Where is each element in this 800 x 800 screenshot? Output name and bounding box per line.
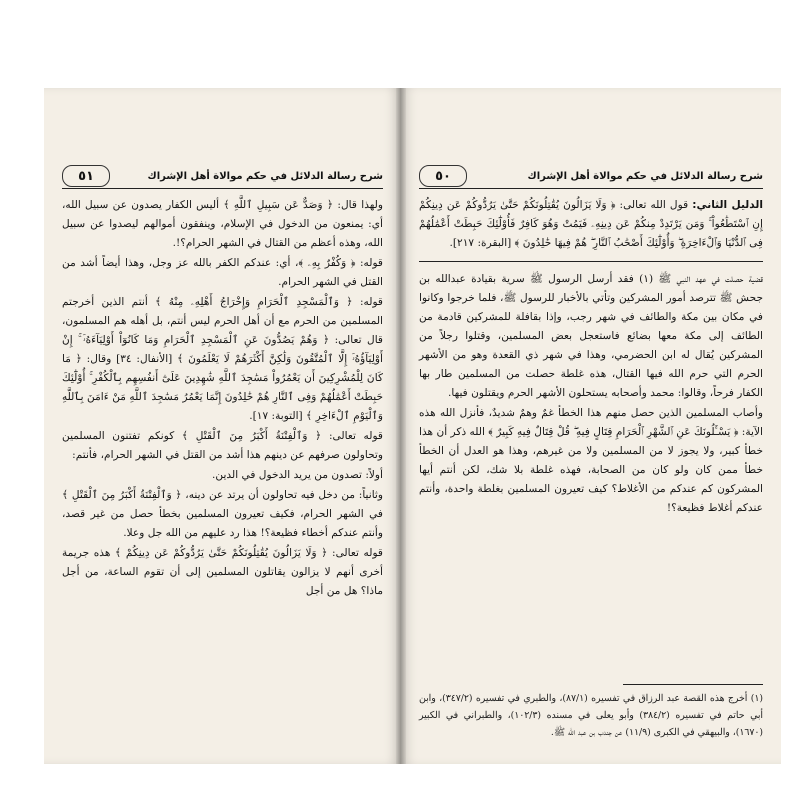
left-paragraph: قوله تعالى: ﴿ وَلَا يَزَالُونَ يُقَٰتِلُونَكُمْ حَتَّىٰ يَرُدُّوكُمْ عَن دِينِكُمْ ﴾ هذه جريمة أخرى أنهم لا يزالون يقاتلون المسلمين إلى أن تقوم الساعة، من أجل ماذا؟ هل من أجل: [62, 547, 383, 597]
left-paragraph: ولهذا قال: ﴿ وَصَدٌّ عَن سَبِيلِ ٱللَّهِ ﴾ أليس الكفار يصدون عن سبيل الله، أي: يمنعون من الدخول في الإسلام، وينفقون أموالهم ليصدوا عن سبيل الله، وهذه أعظم من القتال في الشهر الحرام؟!.: [62, 199, 383, 249]
left-paragraph: قوله: ﴿ وَٱلْمَسْجِدِ ٱلْحَرَامِ وَإِخْرَاجُ أَهْلِهِۦ مِنْهُ ﴾ أنتم الذين أخرجتم المسلمين من الحرم مع أن أهل الحرم ليس أنتم، بل أهله هم المسلمون، قال تعالى: ﴿ وَهُمْ يَصُدُّونَ عَنِ ٱلْمَسْجِدِ ٱلْحَرَامِ وَمَا كَانُوٓاْ أَوْلِيَآءَهُۥٓ ۚ إِنْ أَوْلِيَآؤُهُۥٓ إِلَّا ٱلْمُتَّقُونَ وَلَٰكِنَّ أَكْثَرَهُمْ لَا يَعْلَمُونَ ﴾ [الأنفال: ٣٤] وقال: ﴿ مَا كَانَ لِلْمُشْرِكِينَ أَن يَعْمُرُواْ مَسَٰجِدَ ٱللَّهِ شَٰهِدِينَ عَلَىٰٓ أَنفُسِهِم بِٱلْكُفْرِ ۚ أُوْلَٰٓئِكَ حَبِطَتْ أَعْمَٰلُهُمْ وَفِى ٱلنَّارِ هُمْ خَٰلِدُونَ إِنَّمَا يَعْمُرُ مَسَٰجِدَ ٱللَّهِ مَنْ ءَامَنَ بِٱللَّهِ وَٱلْيَوْمِ ٱلْءَاخِرِ ﴾ [التوبة: ١٧].: [62, 296, 383, 422]
left-page: [44, 88, 401, 764]
right-header-rule: [419, 188, 763, 189]
right-running-title: شرح رسالة الدلائل في حكم موالاة أهل الإشراك: [527, 170, 763, 182]
footnote-rule: [623, 684, 763, 685]
left-paragraph: قوله تعالى: ﴿ وَٱلْفِتْنَةُ أَكْبَرُ مِنَ ٱلْقَتْلِ ﴾ كونكم تفتنون المسلمين وتحاولون صرفهم عن دينهم هذا أشد من القتل في الشهر الحرام، فأنتم:: [62, 430, 383, 461]
left-page-number: ٥١: [62, 165, 110, 187]
left-header-rule: [62, 188, 383, 189]
right-body-text: [419, 196, 763, 519]
book-spine: [396, 88, 406, 764]
right-page: [401, 88, 781, 764]
right-page-number: ٥٠: [419, 165, 467, 187]
section-rule: [419, 261, 763, 262]
evidence-verse: قول الله تعالى: ﴿ وَلَا يَزَالُونَ يُقَٰتِلُونَكُمْ حَتَّىٰ يَرُدُّوكُمْ عَن دِينِكُمْ إِنِ ٱسْتَطَٰعُواْ ۚ وَمَن يَرْتَدِدْ مِنكُمْ عَن دِينِهِۦ فَيَمُتْ وَهُوَ كَافِرٌ فَأُوْلَٰٓئِكَ حَبِطَتْ أَعْمَٰلُهُمْ فِى ٱلدُّنْيَا وَٱلْءَاخِرَةِ ۖ وَأُوْلَٰٓئِكَ أَصْحَٰبُ ٱلنَّارِ ۖ هُمْ فِيهَا خَٰلِدُونَ ﴾ [البقرة: ٢١٧].: [419, 199, 763, 249]
left-paragraph: وثانياً: من دخل فيه تحاولون أن يرتد عن دينه، ﴿ وَٱلْفِتْنَةُ أَكْبَرُ مِنَ ٱلْقَتْلِ ﴾ في الشهر الحرام، فكيف تعيرون المسلمين بخطأ حصل من غير قصد، وأنتم عندكم أخطاء فظيعة؟! هذا رد عليهم من الله جل وعلا.: [62, 489, 383, 539]
left-running-header: [62, 166, 383, 186]
right-running-header: [419, 166, 763, 186]
left-paragraph: أولاً: تصدون من يريد الدخول في الدين.: [212, 469, 383, 481]
evidence-heading-paragraph: [419, 196, 763, 253]
right-paragraph: وأصاب المسلمين الذين حصل منهم هذا الخطأ غمٌ وهمٌ شديدٌ، فأنزل الله هذه الآية: ﴿ يَسْـَٔلُونَكَ عَنِ ٱلشَّهْرِ ٱلْحَرَامِ قِتَالٍ فِيهِ ۖ قُلْ قِتَالٌ فِيهِ كَبِيرٌ ﴾ الله ذكر أن هذا خطأ كبير، ولا يجوز لا من المسلمين ولا من غيرهم، وهذا هو العدل أن الخطأ خطأ ممن كان ولو كان من الصحابة، فهذه غلطة بلا شك، لكن أنتم أيها المشركون كم عندكم من الأغلاط؟ كيف تعيرون المسلمين بغلطة واحدة، وأنتم عندكم أغلاط فظيعة؟!: [419, 407, 763, 514]
left-body-text: [62, 196, 383, 602]
evidence-heading: الدليل الثاني:: [692, 199, 763, 211]
left-paragraph: قوله: ﴿ وَكُفْرٌ بِهِۦ ﴾، أي: عندكم الكفر بالله عز وجل، وهذا أيضاً أشد من القتل في الشهر الحرام.: [62, 257, 383, 288]
right-paragraph: قضية حصلت في عهد النبي ﷺ (١) فقد أرسل الرسول ﷺ سرية بقيادة عبدالله بن جحش ﷺ تترصد أمور المشركين وتأتي بالأخبار للرسول ﷺ، فلما خرجوا وكانوا في مكان بين مكة والطائف في شهر رجب، وإذا بقافلة للمشركين قادمة من الطائف إلى مكة معها بضائع فاستعجل بعض المسلمين، وقتلوا رجلاً من المشركين يُقال له ابن الحضرمي، وهذا في شهر ذي القعدة وهو من الأشهر الحرم التي حرم الله فيها القتال، هذه غلطة حصلت من المسلمين طار بها الكفار فرحاً، وقالوا: محمد وأصحابه يستحلون الأشهر الحرم ويقتلون فيها.: [419, 273, 763, 399]
left-running-title: شرح رسالة الدلائل في حكم موالاة أهل الإشراك: [147, 170, 383, 182]
footnote: (١) أخرج هذه القصة عبد الرزاق في تفسيره (٨٧/١)، والطبري في تفسيره (٣٤٧/٢)، وابن أبي حاتم في تفسيره (٣٨٤/٢) وأبو يعلى في مسنده (١٠٢/٣)، والطبراني في الكبير (١٦٧٠)، والبيهقي في الكبرى (١١/٩) عن جندب بن عبد الله ﷺ.: [419, 693, 763, 738]
